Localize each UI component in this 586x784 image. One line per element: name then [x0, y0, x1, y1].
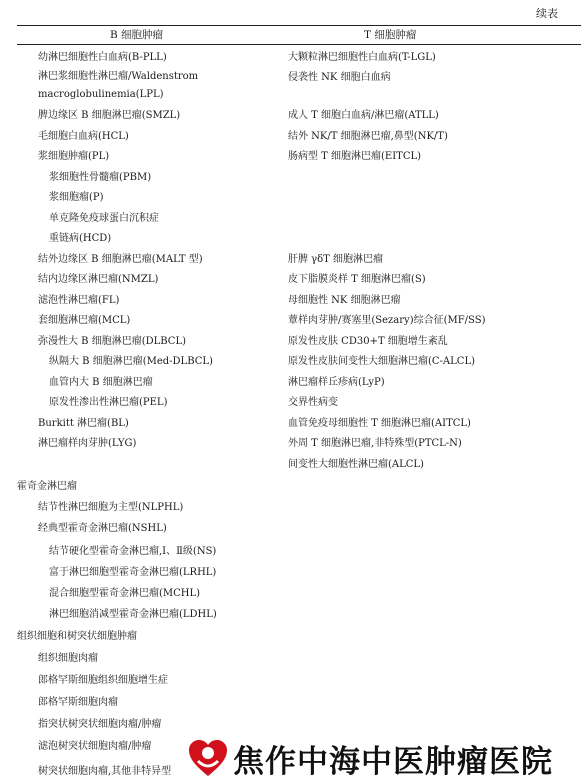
hodgkin-entry: 淋巴细胞消减型霍奇金淋巴瘤(LDHL) [49, 609, 217, 620]
t-cell-entry: 成人 T 细胞白血病/淋巴瘤(ATLL) [288, 110, 439, 121]
histiocytic-entry: 树突状细胞肉瘤,其他非特异型 [38, 766, 172, 777]
header-bottom-rule [17, 44, 581, 45]
section-heading-histiocytic: 组织细胞和树突状细胞肿瘤 [17, 631, 137, 642]
b-cell-entry: 浆细胞瘤(P) [49, 192, 104, 203]
histiocytic-entry: 郎格罕斯细胞组织细胞增生症 [38, 675, 168, 686]
b-cell-entry: 滤泡性淋巴瘤(FL) [38, 295, 120, 306]
t-cell-entry: 淋巴瘤样丘疹病(LyP) [288, 377, 385, 388]
continued-label: 续表 [536, 7, 558, 20]
b-cell-entry: 脾边缘区 B 细胞淋巴瘤(SMZL) [38, 110, 181, 121]
histiocytic-entry: 滤泡树突状细胞肉瘤/肿瘤 [38, 741, 152, 752]
t-cell-entry: 母细胞性 NK 细胞淋巴瘤 [288, 295, 401, 306]
hospital-watermark-logo [186, 735, 586, 779]
t-cell-entry: 血管免疫母细胞性 T 细胞淋巴瘤(AITCL) [288, 418, 471, 429]
b-cell-entry: Burkitt 淋巴瘤(BL) [38, 418, 129, 429]
b-cell-entry: 纵隔大 B 细胞淋巴瘤(Med-DLBCL) [49, 356, 213, 367]
b-cell-entry: 血管内大 B 细胞淋巴瘤 [49, 377, 153, 388]
t-cell-entry: 肝脾 γδT 细胞淋巴瘤 [288, 254, 384, 265]
t-cell-entry: 外周 T 细胞淋巴瘤,非特殊型(PTCL-N) [288, 438, 462, 449]
column-header-b-cell: B 细胞肿瘤 [110, 29, 164, 41]
section-heading-hodgkin: 霍奇金淋巴瘤 [17, 481, 77, 492]
hodgkin-entry: 结节硬化型霍奇金淋巴瘤,Ⅰ、Ⅱ级(NS) [49, 546, 217, 557]
t-cell-entry: 皮下脂膜炎样 T 细胞淋巴瘤(S) [288, 274, 426, 285]
t-cell-entry: 原发性皮肤间变性大细胞淋巴瘤(C-ALCL) [288, 356, 475, 367]
b-cell-entry: 浆细胞肿瘤(PL) [38, 151, 110, 162]
b-cell-entry: 幼淋巴细胞性白血病(B-PLL) [38, 52, 167, 63]
b-cell-entry: 单克隆免疫球蛋白沉积症 [49, 213, 159, 224]
t-cell-entry: 侵袭性 NK 细胞白血病 [288, 72, 391, 83]
b-cell-entry: 结内边缘区淋巴瘤(NMZL) [38, 274, 159, 285]
t-cell-entry: 交界性病变 [288, 397, 338, 408]
hodgkin-entry: 结节性淋巴细胞为主型(NLPHL) [38, 502, 184, 513]
hodgkin-entry: 经典型霍奇金淋巴瘤(NSHL) [38, 523, 167, 534]
histiocytic-entry: 指突状树突状细胞肉瘤/肿瘤 [38, 719, 162, 730]
column-header-t-cell: T 细胞肿瘤 [364, 29, 417, 41]
t-cell-entry: 原发性皮肤 CD30+T 细胞增生紊乱 [288, 336, 448, 347]
hospital-name: 焦作中海中医肿瘤医院 [233, 744, 553, 780]
histiocytic-entry: 郎格罕斯细胞肉瘤 [38, 697, 118, 708]
t-cell-entry: 蕈样肉芽肿/赛塞里(Sezary)综合征(MF/SS) [288, 315, 486, 326]
b-cell-entry: 浆细胞性骨髓瘤(PBM) [49, 172, 152, 183]
b-cell-entry: 淋巴瘤样肉芽肿(LYG) [38, 438, 137, 449]
b-cell-entry: 结外边缘区 B 细胞淋巴瘤(MALT 型) [38, 254, 203, 265]
table-top-rule [17, 25, 581, 26]
b-cell-entry: 套细胞淋巴瘤(MCL) [38, 315, 131, 326]
t-cell-entry: 结外 NK/T 细胞淋巴瘤,鼻型(NK/T) [288, 131, 448, 142]
hodgkin-entry: 混合细胞型霍奇金淋巴瘤(MCHL) [49, 588, 201, 599]
t-cell-entry: 大颗粒淋巴细胞性白血病(T-LGL) [288, 52, 436, 63]
b-cell-entry: 毛细胞白血病(HCL) [38, 131, 129, 142]
b-cell-entry: 淋巴浆细胞性淋巴瘤/Waldenstrom macroglobulinemia(LPL) [38, 71, 199, 100]
t-cell-entry: 肠病型 T 细胞淋巴瘤(EITCL) [288, 151, 422, 162]
histiocytic-entry: 组织细胞肉瘤 [38, 653, 98, 664]
b-cell-entry: 原发性渗出性淋巴瘤(PEL) [49, 397, 168, 408]
b-cell-entry: 弥漫性大 B 细胞淋巴瘤(DLBCL) [38, 336, 186, 347]
hodgkin-entry: 富于淋巴细胞型霍奇金淋巴瘤(LRHL) [49, 567, 217, 578]
t-cell-entry: 间变性大细胞性淋巴瘤(ALCL) [288, 459, 424, 470]
b-cell-entry: 重链病(HCD) [49, 233, 112, 244]
hospital-emblem-icon [186, 735, 230, 779]
